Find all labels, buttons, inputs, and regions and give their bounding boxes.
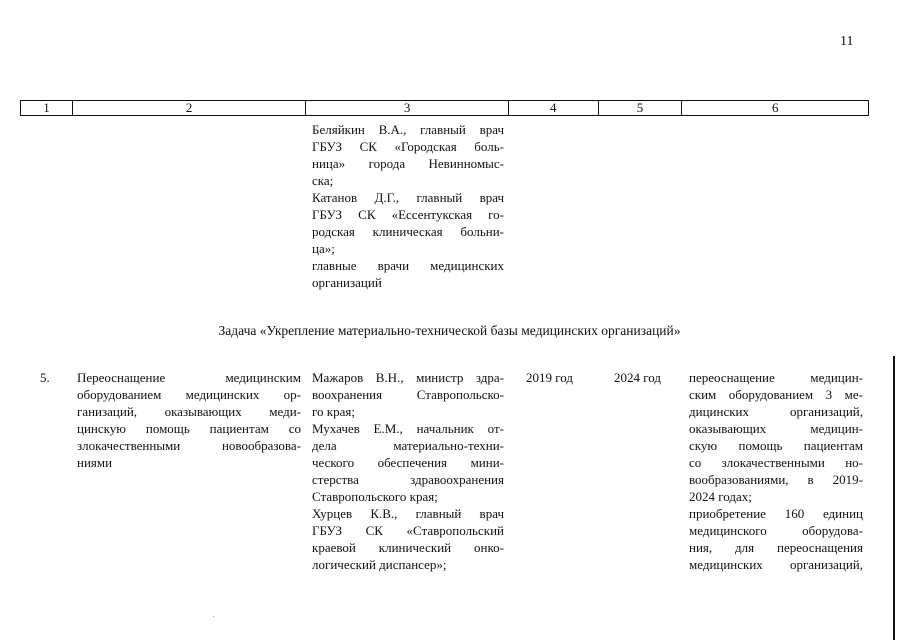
text-line: организаций xyxy=(312,275,382,290)
text-line: ГБУЗ СК «Ставропольский xyxy=(312,523,504,538)
text-line: го края; xyxy=(312,404,355,419)
text-line: ниями xyxy=(77,455,113,470)
text-line: стерства здравоохранения xyxy=(312,472,504,487)
measure-name-cell xyxy=(77,369,301,471)
start-date-cell: 2019 год xyxy=(526,370,573,385)
text-line: Катанов Д.Г., главный врач xyxy=(312,190,504,205)
header-cell-5: 5 xyxy=(599,101,683,115)
text-line: Мажаров В.Н., министр здра- xyxy=(312,370,504,385)
text-line: со злокачественными но- xyxy=(689,455,863,470)
text-line: медицинского оборудова- xyxy=(689,523,863,538)
continuation-responsible-cell xyxy=(312,121,504,291)
text-line: воохранения Ставропольско- xyxy=(312,387,504,402)
task-heading: Задача «Укрепление материально-технической базы медицинских организаций» xyxy=(218,323,681,338)
text-line: ганизаций, оказывающих меди- xyxy=(77,404,301,419)
page-number: 11 xyxy=(840,34,854,49)
text-line: логический диспансер»; xyxy=(312,557,447,572)
result-cell xyxy=(689,369,863,573)
text-line: ГБУЗ СК «Ессентукская го- xyxy=(312,207,504,222)
text-line: ска; xyxy=(312,173,334,188)
text-line: злокачественными новообразова- xyxy=(77,438,301,453)
header-cell-6: 6 xyxy=(771,100,779,115)
text-line: Мухачев Е.М., начальник от- xyxy=(312,421,504,436)
text-line: медицинских организаций, xyxy=(689,557,863,572)
table-header-row xyxy=(20,100,869,116)
page-edge-rule xyxy=(893,356,895,640)
text-line: оказывающих медицин- xyxy=(689,421,863,436)
end-date-cell: 2024 год xyxy=(614,370,661,385)
text-line: переоснащение медицин- xyxy=(689,370,863,385)
text-line: скую помощь пациентам xyxy=(689,438,863,453)
text-line: ческого обеспечения мини- xyxy=(312,455,504,470)
text-line: Хурцев К.В., главный врач xyxy=(312,506,504,521)
text-line: оборудованием медицинских ор- xyxy=(77,387,301,402)
text-line: 2024 годах; xyxy=(689,489,752,504)
text-line: Переоснащение медицинским xyxy=(77,370,301,385)
text-line: родская клиническая больни- xyxy=(312,224,504,239)
responsible-cell xyxy=(312,369,504,573)
text-line: вообразованиями, в 2019- xyxy=(689,472,863,487)
header-cell-4: 4 xyxy=(509,101,599,115)
header-cell-3: 3 xyxy=(306,101,509,115)
header-cell-2: 2 xyxy=(73,101,306,115)
text-line: дицинских организаций, xyxy=(689,404,863,419)
text-line: Ставропольского края; xyxy=(312,489,438,504)
row-number: 5. xyxy=(40,370,50,385)
text-line: ница» города Невинномыс- xyxy=(312,156,504,171)
text-line: ния, для переоснащения xyxy=(689,540,863,555)
text-line: Беляйкин В.А., главный врач xyxy=(312,122,504,137)
text-line: дела материально-техни- xyxy=(312,438,504,453)
text-line: краевой клинический онко- xyxy=(312,540,504,555)
text-line: ГБУЗ СК «Городская боль- xyxy=(312,139,504,154)
text-line: цинскую помощь пациентам со xyxy=(77,421,301,436)
text-line: ским оборудованием 3 ме- xyxy=(689,387,863,402)
scan-speck xyxy=(213,616,214,617)
text-line: главные врачи медицинских xyxy=(312,258,504,273)
header-cell-1: 1 xyxy=(21,101,73,115)
text-line: ца»; xyxy=(312,241,335,256)
text-line: приобретение 160 единиц xyxy=(689,506,863,521)
